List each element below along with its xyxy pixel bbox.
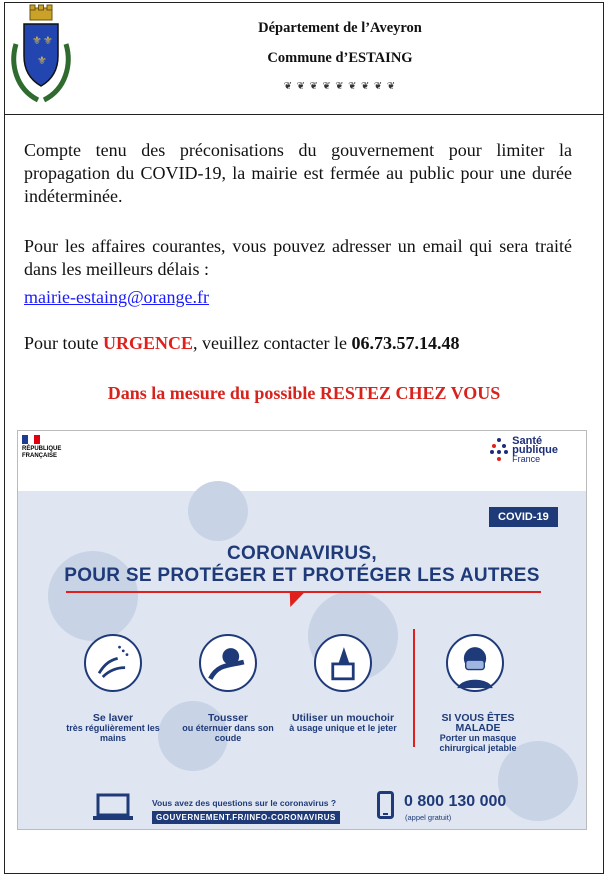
urgency-line (24, 333, 459, 354)
gesture-text: Porter un masque chirurgical jetable (439, 733, 517, 753)
gesture-text: à usage unique et le jeter (289, 723, 397, 733)
svg-text:⚜: ⚜ (32, 35, 42, 47)
sante-line3: France (512, 454, 541, 464)
svg-text:⚜: ⚜ (43, 35, 53, 47)
gesture-caption (418, 713, 538, 753)
commune-crest-icon (8, 4, 74, 104)
republique-francaise-logo (22, 435, 61, 460)
stay-home-message (24, 383, 584, 404)
cough-elbow-icon (199, 634, 257, 692)
email-link[interactable]: mairie-estaing@orange.fr (24, 287, 209, 307)
department-title: Département de l’Aveyron (258, 20, 422, 36)
republique-line1: RÉPUBLIQUE (22, 446, 62, 452)
commune-title: Commune d’ESTAING (267, 50, 413, 66)
gesture-text: très régulièrement les mains (66, 723, 160, 743)
gesture-title: SI VOUS ÊTES MALADE (441, 712, 515, 734)
sante-publique-dots-icon (490, 437, 508, 463)
covid-poster (17, 430, 587, 830)
urgency-word: URGENCE (103, 333, 194, 353)
poster-title-line2: POUR SE PROTÉGER ET PROTÉGER LES AUTRES (64, 565, 540, 586)
hotline-number: 0 800 130 000 (404, 793, 507, 810)
closure-paragraph: Compte tenu des préconisations du gouvernement pour limiter la propagation du COVID-19, la mairie est fermée au public pour une durée indéterminée. (24, 140, 572, 206)
french-flag-icon (22, 435, 40, 444)
sante-line2: publique (512, 444, 558, 456)
laptop-icon (92, 793, 134, 821)
republique-line2: FRANÇAISE (22, 453, 58, 459)
gesture-caption (173, 713, 283, 743)
urgency-prefix: Pour toute (24, 333, 103, 353)
sante-line1: Santé (512, 435, 543, 447)
gesture-caption (58, 713, 168, 743)
hotline-note: (appel gratuit) (405, 813, 452, 822)
gesture-title: Tousser (207, 712, 249, 724)
virus-illustration-icon (188, 481, 248, 541)
stay-home-prefix: Dans la mesure du possible (107, 383, 320, 403)
questions-text: Vous avez des questions sur le coronavirus ? (152, 798, 337, 808)
svg-text:⚜: ⚜ (37, 55, 47, 67)
sante-publique-logo (512, 437, 558, 464)
gesture-text: ou éternuer dans son coude (182, 723, 274, 743)
phone-icon (377, 791, 394, 819)
urgency-middle: , veuillez contacter le (193, 333, 352, 353)
tissue-bin-icon (314, 634, 372, 692)
gesture-title: Se laver (92, 712, 134, 724)
hand-washing-icon (84, 634, 142, 692)
gesture-caption (288, 713, 398, 733)
red-vertical-divider (413, 629, 415, 747)
poster-title-line1: CORONAVIRUS, (227, 543, 377, 564)
virus-illustration-icon (498, 741, 578, 821)
urgency-phone: 06.73.57.14.48 (351, 333, 460, 353)
header-divider (4, 114, 604, 115)
ornament-divider: ❦ ❦ ❦ ❦ ❦ ❦ ❦ ❦ ❦ (283, 81, 397, 92)
face-mask-icon (446, 634, 504, 692)
info-url: GOUVERNEMENT.FR/INFO-CORONAVIRUS (152, 811, 340, 824)
covid-tag: COVID-19 (489, 507, 558, 527)
contact-paragraph: Pour les affaires courantes, vous pouvez adresser un email qui sera traité dans les meilleurs délais : (24, 236, 572, 279)
gesture-title: Utiliser un mouchoir (291, 712, 395, 724)
stay-home-emphasis: RESTEZ CHEZ VOUS (319, 383, 501, 403)
